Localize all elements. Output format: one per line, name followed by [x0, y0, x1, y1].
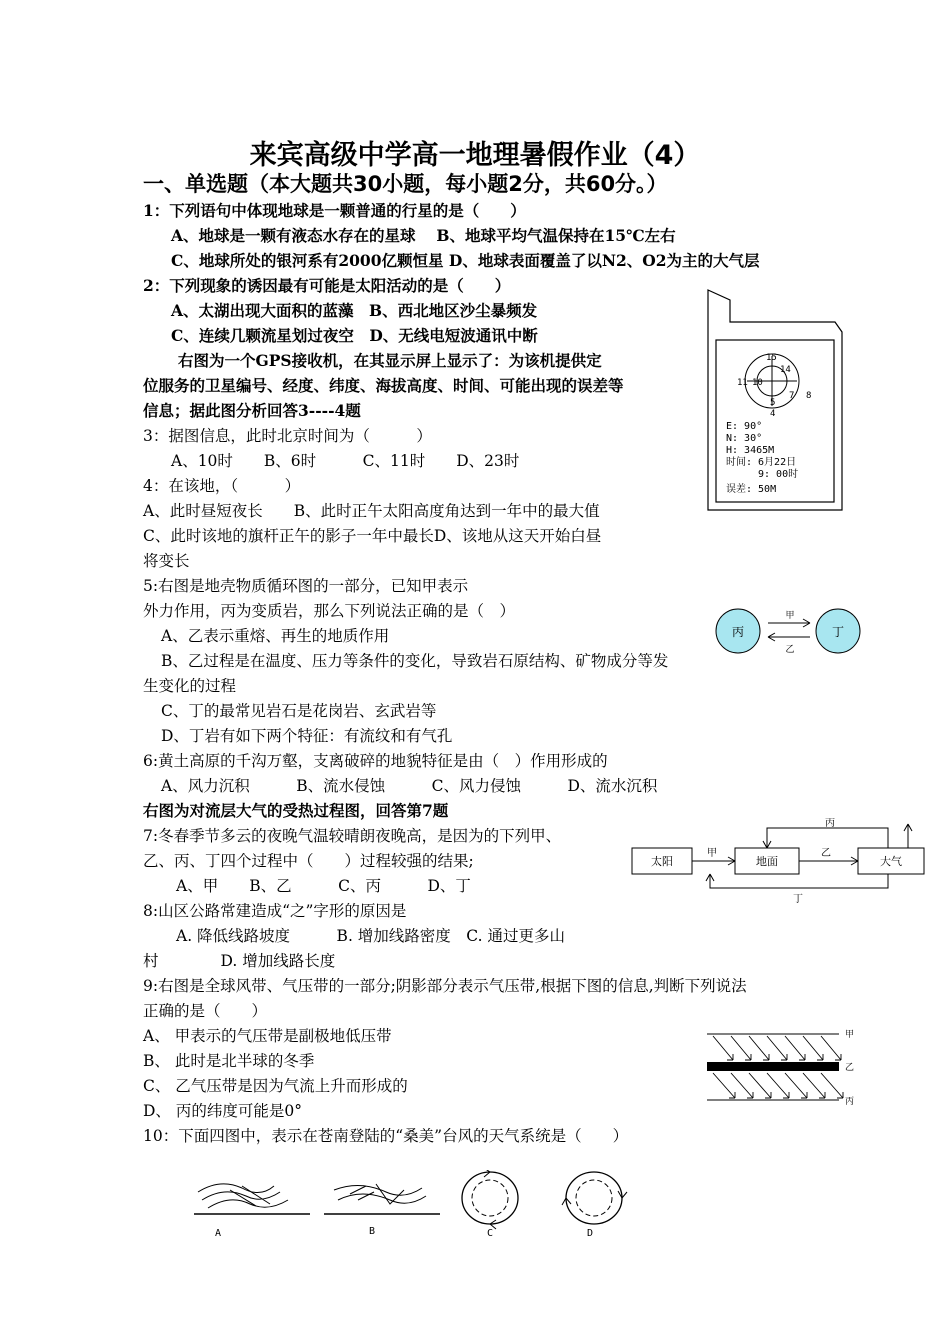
- rock-cycle-figure: [712, 600, 867, 662]
- gps-time: 9: 00时: [758, 469, 799, 480]
- gps-receiver-figure: [700, 282, 860, 512]
- wind-arrow: [785, 1036, 805, 1060]
- q1-option-ab: A、地球是一颗有液态水存在的星球 B、地球平均气温保持在15℃左右: [171, 226, 676, 245]
- q9-option-a: A、 甲表示的气压带是副极地低压带: [143, 1027, 392, 1045]
- question-9: 9:右图是全球风带、气压带的一部分;阴影部分表示气压带,根据下图的信息,判断下列说法: [143, 977, 747, 995]
- q2-option-cd: C、连续几颗流星划过夜空 D、无线电短波通讯中断: [171, 326, 538, 345]
- q5-option-c: C、丁的最常见岩石是花岗岩、玄武岩等: [161, 702, 437, 720]
- question-8: 8:山区公路常建造成“之”字形的原因是: [143, 902, 407, 920]
- belt-label-bing: 丙: [845, 1097, 855, 1107]
- wind-arrow: [713, 1073, 735, 1098]
- question-10: 10：下面四图中，表示在苍南登陆的“桑美”台风的天气系统是（ ）: [143, 1127, 629, 1145]
- question-5: 5:右图是地壳物质循环图的一部分，已知甲表示: [143, 577, 469, 595]
- gps-sat-10: 10: [752, 378, 763, 388]
- q9-option-d: D、 丙的纬度可能是0°: [143, 1102, 302, 1120]
- heat-process-yi: 乙: [821, 848, 831, 859]
- wind-arrow: [767, 1036, 787, 1060]
- q8-options: A. 降低线路坡度 B. 增加线路密度 C. 通过更多山: [176, 927, 565, 945]
- gps-intro-1: 右图为一个GPS接收机，在其显示屏上显示了：为该机提供定: [178, 351, 602, 370]
- belt-label-jia: 甲: [845, 1030, 855, 1040]
- gps-altitude: H: 3465M: [726, 445, 775, 456]
- q2-option-ab: A、太湖出现大面积的蓝藻 B、西北地区沙尘暴频发: [171, 301, 538, 320]
- page-title: 来宾高级中学高一地理暑假作业（4）: [249, 140, 701, 171]
- question-6: 6:黄土高原的千沟万壑，支离破碎的地貌特征是由（ ）作用形成的: [143, 752, 608, 770]
- q3-options: A、10时 B、6时 C、11时 D、23时: [171, 452, 520, 470]
- heat-process-jia: 甲: [707, 848, 717, 859]
- q5-option-d: D、丁岩有如下两个特征：有流纹和有气孔: [161, 727, 453, 745]
- wind-arrow: [785, 1073, 807, 1098]
- rock-arrow-jia: 甲: [785, 611, 795, 621]
- wind-arrow: [821, 1073, 843, 1098]
- question-7-cont: 乙、丙、丁四个过程中（ ）过程较强的结果;: [143, 852, 474, 870]
- weather-label-a: A: [214, 1228, 222, 1239]
- heat-process-bing: 丙: [825, 818, 835, 829]
- atmosphere-heating-figure: [630, 818, 928, 906]
- q9-option-b: B、 此时是北半球的冬季: [143, 1052, 315, 1070]
- rock-label-bing: 丙: [731, 625, 745, 639]
- wind-arrow: [749, 1073, 771, 1098]
- gps-intro-3: 信息；据此图分析回答3----4题: [143, 401, 361, 420]
- gps-error: 误差: 50M: [726, 484, 777, 495]
- weather-system-c: [462, 1170, 518, 1229]
- q8-options-cont: 村 D. 增加线路长度: [143, 952, 336, 970]
- rock-label-ding: 丁: [831, 625, 845, 639]
- q6-options: A、风力沉积 B、流水侵蚀 C、风力侵蚀 D、流水沉积: [161, 777, 658, 795]
- weather-system-a: [194, 1184, 310, 1214]
- question-5-cont: 外力作用，丙为变质岩，那么下列说法正确的是（ ）: [143, 602, 516, 620]
- belt-label-yi: 乙: [845, 1063, 855, 1073]
- gps-sat-4: 4: [770, 409, 776, 419]
- gps-intro-2: 位服务的卫星编号、经度、纬度、海拔高度、时间、可能出现的误差等: [143, 376, 624, 395]
- q5-option-a: A、乙表示重熔、再生的地质作用: [161, 627, 390, 645]
- gps-date: 时间: 6月22日: [726, 457, 797, 468]
- question-4: 4：在该地，（ ）: [143, 477, 301, 495]
- heat-sun: 太阳: [651, 855, 673, 868]
- pressure-belt-figure: [703, 1022, 863, 1112]
- wind-arrow: [803, 1036, 823, 1060]
- heat-intro: 右图为对流层大气的受热过程图，回答第7题: [143, 801, 449, 820]
- weather-system-b: [324, 1184, 440, 1214]
- gps-sat-7: 7: [789, 391, 795, 401]
- q4-option-cd: C、此时该地的旗杆正午的影子一年中最长D、该地从这天开始白昼: [143, 527, 602, 545]
- gps-sat-14: 14: [780, 365, 791, 375]
- gps-sat-15: 15: [766, 353, 777, 363]
- wind-arrow: [821, 1036, 841, 1060]
- question-9-cont: 正确的是（ ）: [143, 1002, 268, 1020]
- weather-label-c: C: [486, 1228, 494, 1239]
- wind-arrow: [731, 1073, 753, 1098]
- weather-label-b: B: [368, 1226, 376, 1237]
- gps-sat-8: 8: [806, 391, 812, 401]
- question-2: 2：下列现象的诱因最有可能是太阳活动的是（ ）: [143, 276, 511, 295]
- gps-latitude: N: 30°: [726, 433, 763, 444]
- heat-process-ding: 丁: [793, 894, 803, 905]
- section-heading: 一、单选题（本大题共30小题，每小题2分，共60分。）: [143, 172, 668, 196]
- gps-sat-5: 5: [770, 398, 776, 408]
- q5-option-b: B、乙过程是在温度、压力等条件的变化，导致岩石原结构、矿物成分等发: [161, 652, 669, 670]
- weather-label-d: D: [586, 1228, 594, 1239]
- wind-arrow: [803, 1073, 825, 1098]
- weather-system-d: [562, 1172, 627, 1224]
- q9-option-c: C、 乙气压带是因为气流上升而形成的: [143, 1077, 408, 1095]
- q7-options: A、甲 B、乙 C、丙 D、丁: [176, 877, 471, 895]
- wind-arrow: [713, 1036, 733, 1060]
- rock-arrow-yi: 乙: [785, 645, 795, 655]
- question-7: 7:冬春季节多云的夜晚气温较晴朗夜晚高，是因为的下列甲、: [143, 827, 562, 845]
- question-1: 1：下列语句中体现地球是一颗普通的行星的是（ ）: [143, 201, 526, 220]
- wind-arrow: [749, 1036, 769, 1060]
- question-3: 3：据图信息，此时北京时间为（ ）: [143, 427, 432, 445]
- wind-arrow: [767, 1073, 789, 1098]
- wind-arrow: [731, 1036, 751, 1060]
- q4-option-ab: A、此时昼短夜长 B、此时正午太阳高度角达到一年中的最大值: [143, 502, 600, 520]
- q5-option-b-cont: 生变化的过程: [143, 677, 237, 695]
- heat-ground: 地面: [756, 855, 778, 868]
- q4-option-d-cont: 将变长: [143, 552, 190, 570]
- heat-air: 大气: [880, 855, 902, 868]
- weather-systems-figure: [190, 1170, 670, 1240]
- gps-longitude: E: 90°: [726, 421, 763, 432]
- gps-sat-11: 11: [737, 378, 748, 388]
- q1-option-cd: C、地球所处的银河系有2000亿颗恒星 D、地球表面覆盖了以N2、O2为主的大气层: [171, 251, 760, 270]
